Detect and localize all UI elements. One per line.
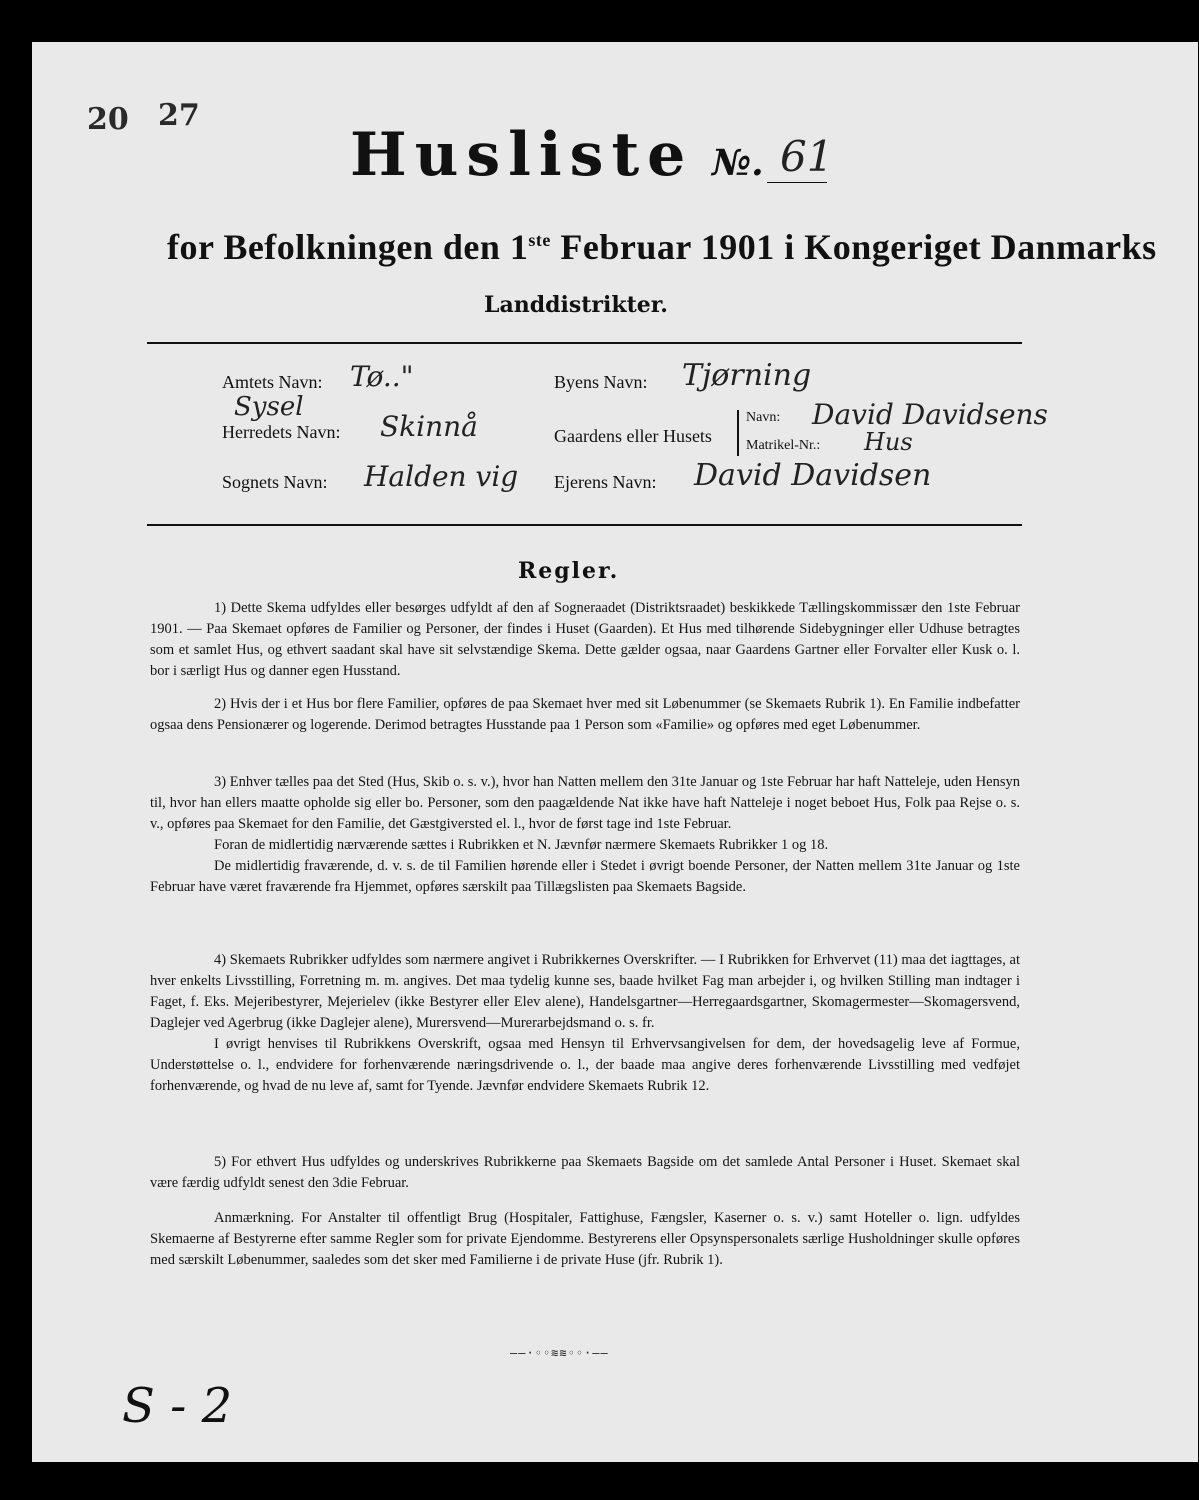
rule-4b-text: I øvrigt henvises til Rubrikkens Overskrift, ogsaa med Hensyn til Erhvervsangivelsen for dem, der hovedsagelig leve af Formue, Understøttelse o. l., endvidere for forhenværende næringsdrivende o. l., der baade maa angive deres forhenværende Livsstilling med vedføjet forhenværende, og hvad de nu leve af, samt for Tyende. Jævnfør endvidere Skemaets Rubrik 12. xyxy=(150,1036,1020,1094)
subtitle-post: Februar 1901 i Kongeriget Danmarks xyxy=(550,227,1157,267)
number-underline xyxy=(767,182,827,183)
matrikel-label: Matrikel-Nr.: xyxy=(746,438,821,453)
amt-value: Tø.." xyxy=(350,360,414,393)
herred-label: Herredets Navn: xyxy=(222,422,341,442)
rule-1 xyxy=(150,598,1020,682)
rule-5-text: 5) For ethvert Hus udfyldes og underskrives Rubrikkerne paa Skemaets Bagside om det samlede Antal Personer i Huset. Skemaet skal være færdig udfyldt senest den 3die Februar. xyxy=(150,1154,1020,1191)
sogn-value: Halden vig xyxy=(364,460,519,493)
sogn-label: Sognets Navn: xyxy=(222,472,328,492)
navn-value: David Davidsens xyxy=(812,398,1048,431)
rule-2-text: 2) Hvis der i et Hus bor flere Familier, opføres de paa Skemaet hver med sit Løbenummer (se Skemaets Rubrik 1). En Familie indbefatter ogsaa dens Pensionærer og logerende. Derimod betragtes Husstande paa 1 Person som «Familie» og opføres med eget Løbenummer. xyxy=(150,696,1020,733)
number-label: №. xyxy=(712,142,764,184)
amt-note: Sysel xyxy=(234,392,304,422)
rule-4a-text: 4) Skemaets Rubrikker udfyldes som nærmere angivet i Rubrikkernes Overskrifter. — I Rubrikken for Erhvervet (11) maa det iagttages, at hver enkelts Livsstilling, Forretning m. m. angives. Det maa tydelig kunne ses, baade hvilket Fag man arbejder i, og hvilken Stilling man indtager i Faget, f. Eks. Mejeribestyrer, Mejerielev (ikke Bestyrer eller Elev alene), Handelsgartner—Herregaardsgartner, Skomagermester—Skomagersvend, Daglejer ved Agerbrug (ikke Daglejer alene), Murersvend—Murerarbejdsmand o. s. fr. xyxy=(150,952,1020,1031)
top-rule xyxy=(147,342,1022,344)
census-form-page xyxy=(32,42,1198,1462)
ornament-divider: ——·◦◦≋≋◦◦·—— xyxy=(510,1346,609,1360)
annotation-text: Anmærkning. For Anstalter til offentligt Brug (Hospitaler, Fattighuse, Fængsler, Kaserner o. s. v.) samt Hoteller o. lign. udfyldes Skemaerne af Bestyrerne efter samme Regler som for private Ejendomme. Bestyrerens eller Opsynspersonalets særlige Husholdninger skulle opføres med særskilt Løbenummer, saaledes som det sker med Familierne i de private Huse (jfr. Rubrik 1). xyxy=(150,1210,1020,1268)
rule-1-text: 1) Dette Skema udfyldes eller besørges udfyldt af den af Sogneraadet (Distriktsraadet) beskikkede Tællingskommissær den 1ste Februar 1901. — Paa Skemaet opføres de Familier og Personer, der findes i Huset (Gaarden). Et Hus med tilhørende Sidebygninger eller Udhuse betragtes som et samlet Hus, og ethvert saadant skal have sit selvstændige Skema. Dette gælder ogsaa, naar Gaardens Gartner eller Forvalter eller Kusk o. l. bor i særligt Hus og danner egen Husstand. xyxy=(150,600,1020,679)
amt-label: Amtets Navn: xyxy=(222,372,323,392)
district-type: Landdistrikter. xyxy=(484,292,668,318)
ejer-value: David Davidsen xyxy=(694,458,932,493)
by-label: Byens Navn: xyxy=(554,372,648,392)
by-value: Tjørning xyxy=(682,358,812,393)
subtitle xyxy=(167,226,1157,268)
subtitle-sup: ste xyxy=(528,230,551,250)
rule-2 xyxy=(150,694,1020,736)
rule-3 xyxy=(150,772,1020,898)
navn-label: Navn: xyxy=(746,410,781,425)
corner-number-left: 20 xyxy=(87,102,129,137)
rule-3a-text: 3) Enhver tælles paa det Sted (Hus, Skib o. s. v.), hvor han Natten mellem den 31te Januar og 1ste Februar har haft Natteleje, uden Hensyn til, hvor han ellers maatte opholde sig eller bo. Personer, som den paagældende Nat ikke have haft Natteleje i noget beboet Hus, Folk paa Rejse o. s. v., opføres paa Skemaet for den Familie, det Gæstgiversted el. l., hvor de først tage ind 1ste Februar. xyxy=(150,774,1020,832)
field-bracket xyxy=(737,410,739,456)
rule-4 xyxy=(150,950,1020,1097)
matrikel-value: Hus xyxy=(864,428,913,456)
rule-3c-text: De midlertidig fraværende, d. v. s. de til Familien hørende eller i Stedet i øvrigt boende Personer, der Natten mellem 31te Januar og 1ste Februar have været fraværende fra Hjemmet, opføres særskilt paa Tillægslisten paa Skemaets Bagside. xyxy=(150,858,1020,895)
rule-3b-text: Foran de midlertidig nærværende sættes i Rubrikken et N. Jævnfør nærmere Skemaets Rubrikker 1 og 18. xyxy=(214,837,829,853)
form-title: Husliste xyxy=(350,120,694,190)
ejer-label: Ejerens Navn: xyxy=(554,472,657,492)
rules-heading: Regler. xyxy=(518,558,620,584)
herred-value: Skinnå xyxy=(380,410,478,443)
corner-number-right: 27 xyxy=(158,98,200,133)
middle-rule xyxy=(147,524,1022,526)
bottom-handwritten-note: S - 2 xyxy=(122,1378,233,1434)
rule-5 xyxy=(150,1152,1020,1194)
subtitle-pre: for Befolkningen den 1 xyxy=(167,227,529,267)
gaard-label: Gaardens eller Husets xyxy=(554,426,712,446)
annotation-note xyxy=(150,1208,1020,1271)
house-number-value: 61 xyxy=(780,132,834,181)
